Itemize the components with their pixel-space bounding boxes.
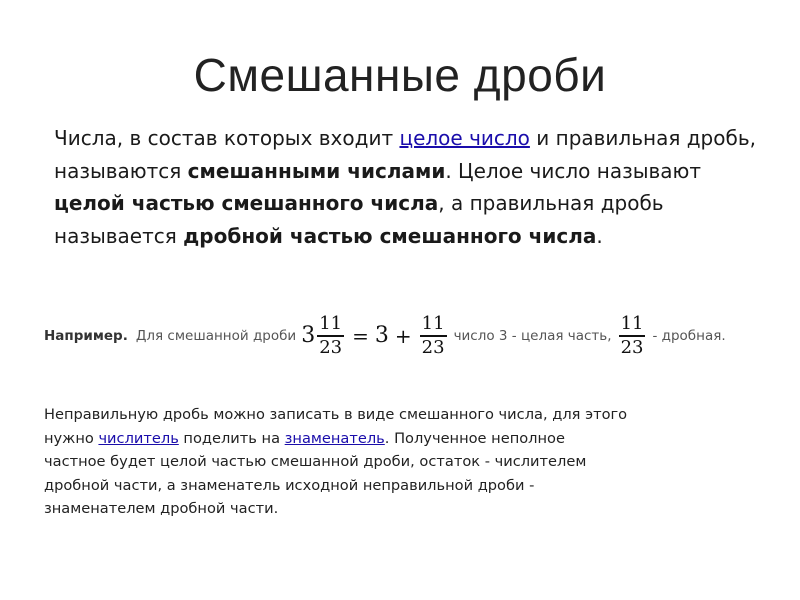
note-text-2b: поделить на	[178, 429, 285, 447]
example-text-1: Для смешанной дроби	[135, 328, 297, 344]
whole-digit: 3	[301, 323, 316, 349]
link-whole-number[interactable]: целое число	[399, 126, 530, 150]
example-text-3: - дробная.	[652, 328, 726, 344]
link-denominator[interactable]: знаменатель	[284, 429, 385, 447]
link-numerator[interactable]: числитель	[98, 429, 179, 447]
fraction-2	[420, 313, 447, 358]
denominator-1: 23	[319, 336, 343, 358]
definition-text-4: , а правильная дробь называется	[54, 191, 664, 248]
definition-text-5: .	[596, 223, 603, 248]
fraction-1	[317, 313, 344, 358]
note-line-5: знаменателем дробной части.	[44, 500, 279, 517]
numerator-1: 11	[319, 313, 343, 335]
numerator-3: 11	[620, 313, 644, 335]
definition-text-3: . Целое число называют	[445, 158, 702, 183]
term-mixed-numbers: смешанными числами	[187, 158, 446, 183]
definition-text-1: Числа, в состав которых входит	[54, 126, 400, 150]
note-paragraph	[44, 403, 764, 521]
equals-sign: =	[352, 323, 369, 348]
definition-text-2: и правильная дробь, называются	[54, 126, 756, 183]
note-line-1: Неправильную дробь можно записать в виде смешанного числа, для этого	[44, 406, 628, 423]
note-line-4: дробной части, а знаменатель исходной неправильной дроби -	[44, 476, 535, 494]
denominator-2: 23	[421, 336, 445, 358]
note-line-3: частное будет целой частью смешанной дроби, остаток - числителем	[44, 453, 587, 470]
denominator-3: 23	[620, 336, 644, 358]
example-block	[44, 306, 729, 366]
term-whole-part: целой частью смешанного числа	[54, 191, 439, 215]
numerator-2: 11	[421, 313, 445, 335]
fraction-part-formula	[617, 313, 648, 358]
definition-paragraph	[54, 122, 774, 252]
plus-sign: +	[394, 323, 412, 348]
page-title: Смешанные дроби	[193, 49, 607, 101]
whole-digit-2: 3	[374, 323, 389, 349]
note-text-2c: . Полученное неполное	[384, 429, 565, 447]
example-text-2: число 3 - целая часть,	[453, 328, 612, 344]
term-fraction-part: дробной частью смешанного числа	[183, 223, 597, 248]
note-line-2	[44, 427, 764, 451]
note-text-2a: нужно	[44, 429, 99, 447]
fraction-3	[619, 313, 646, 358]
example-lead: Например.	[44, 328, 128, 344]
mixed-number-formula	[301, 313, 448, 358]
